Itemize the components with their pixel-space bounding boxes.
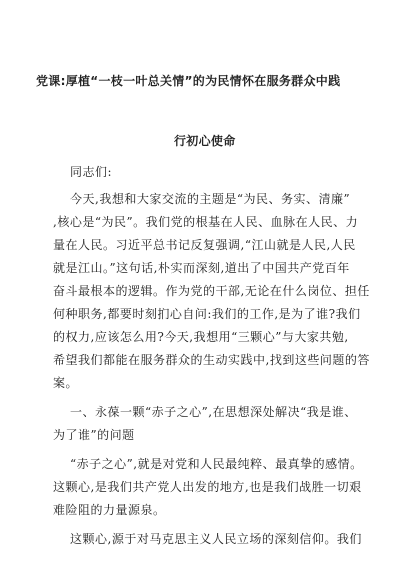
paragraph-line: 的权力,应该怎么用?今天,我想用“三颗心”与大家共勉,	[53, 330, 349, 344]
paragraph-line: 案。	[53, 376, 79, 390]
paragraph-line: “赤子之心”,就是对党和人民最纯粹、最真挚的感情。	[70, 457, 363, 471]
greeting: 同志们:	[70, 165, 113, 179]
paragraph-line: 这颗心,源于对马克思主义人民立场的深刻信仰。我们	[70, 532, 362, 546]
paragraph-line: 就是江山。”这句话,朴实而深刻,道出了中国共产党百年	[53, 261, 350, 275]
paragraph-line: 今天,我想和大家交流的主题是“为民、务实、清廉”	[70, 192, 351, 206]
section-heading-line: 一、永葆一颗“赤子之心”,在思想深处解决“我是谁、	[70, 405, 357, 419]
document-title-line-1: 党课:厚植“一枝一叶总关情”的为民情怀在服务群众中践	[36, 74, 341, 88]
paragraph-line: 难险阻的力量源泉。	[53, 503, 166, 517]
paragraph-line: 这颗心,是我们共产党人出发的地方,也是我们战胜一切艰	[53, 480, 362, 494]
section-heading-line: 为了谁”的问题	[53, 428, 135, 442]
paragraph-line: 希望我们都能在服务群众的生动实践中,找到这些问题的答	[53, 353, 370, 367]
document-title-line-2: 行初心使命	[174, 134, 236, 148]
paragraph-line: 奋斗最根本的逻辑。作为党的干部,无论在什么岗位、担任	[53, 284, 370, 298]
paragraph-line: ,核心是“为民”。我们党的根基在人民、血脉在人民、力	[53, 215, 359, 229]
paragraph-line: 何种职务,都要时刻扪心自问:我们的工作,是为了谁?我们	[53, 307, 361, 321]
paragraph-line: 量在人民。习近平总书记反复强调,“江山就是人民,人民	[53, 238, 356, 252]
